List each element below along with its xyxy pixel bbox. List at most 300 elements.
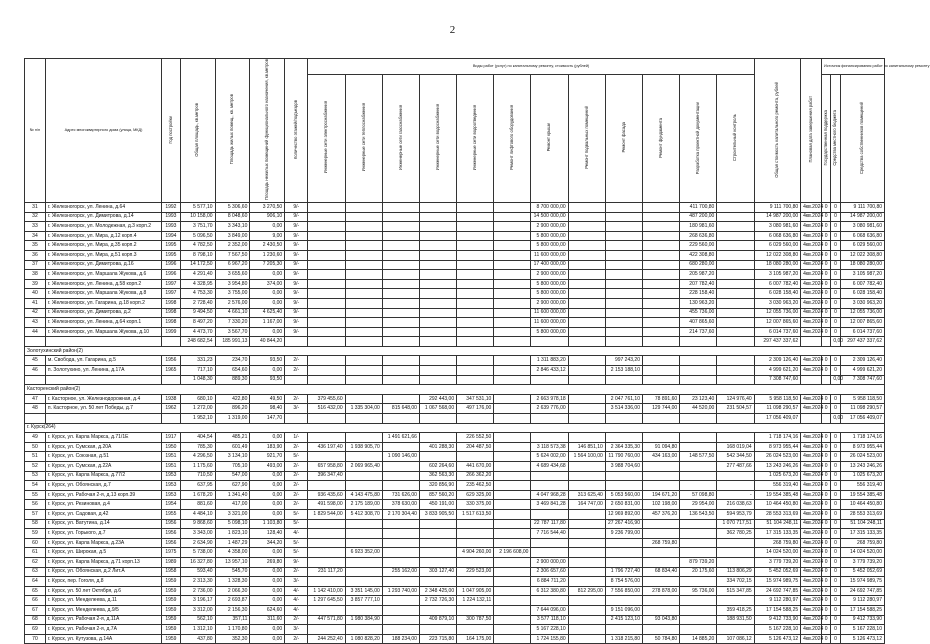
cell-work-7 <box>568 509 605 519</box>
cell-work-5 <box>494 538 531 548</box>
table-row <box>25 308 885 318</box>
cell-nonliving-area: 0,00 <box>250 471 285 481</box>
cell-address: г. Курск, ул. Кутузова, д.14А <box>45 634 161 644</box>
cell-work-0: 231 117,20 <box>308 567 345 577</box>
cell-fund-state: 0 <box>822 250 831 260</box>
cell-fund-local: 0 <box>831 433 840 443</box>
cell-living-area: 889,30 <box>215 375 250 385</box>
cell-work-1 <box>345 605 382 615</box>
cell-work-1 <box>345 452 382 462</box>
cell-living-area: 13 957,10 <box>215 557 250 567</box>
cell-address: г. Железногорск, ул. Маршала Жукова, д.8 <box>45 289 161 299</box>
cell-no: 47 <box>25 394 46 404</box>
cell-fund-state: 0 <box>822 481 831 491</box>
cell-deadline: 4кв.2024 <box>801 442 822 452</box>
cell-nonliving-area: 921,70 <box>250 452 285 462</box>
cell-work-2 <box>382 596 419 606</box>
cell-work-10 <box>680 538 717 548</box>
cell-work-2 <box>382 231 419 241</box>
cell-work-4 <box>457 260 494 270</box>
cell-work-9 <box>642 462 679 472</box>
cell-year: 1956 <box>162 519 181 529</box>
cell-address <box>45 414 161 424</box>
cell-work-3 <box>419 298 456 308</box>
cell-work-7 <box>568 270 605 280</box>
cell-year: 1998 <box>162 298 181 308</box>
cell-work-8: 8 754 576,00 <box>605 577 642 587</box>
cell-work-2: 188 234,00 <box>382 634 419 644</box>
section-title: Касторенский район(2) <box>25 385 885 395</box>
cell-work-6 <box>531 538 568 548</box>
cell-work-11 <box>717 222 754 232</box>
cell-no: 48 <box>25 404 46 414</box>
table-row <box>25 548 885 558</box>
cell-work-5 <box>494 509 531 519</box>
cell-work-7 <box>568 557 605 567</box>
cell-fund-owners: 1 025 673,20 <box>840 471 884 481</box>
cell-fund-owners: 6 007 782,40 <box>840 279 884 289</box>
cell-work-6: 3 118 573,38 <box>531 442 568 452</box>
cell-cost: 13 243 246,26 <box>754 462 800 472</box>
cell-work-9 <box>642 250 679 260</box>
cell-nonliving-area: 0,00 <box>250 270 285 280</box>
cell-year: 1975 <box>162 548 181 558</box>
cell-no: 45 <box>25 356 46 366</box>
table-row <box>25 279 885 289</box>
cell-work-6: 1 724 155,80 <box>531 634 568 644</box>
cell-living-area: 3 849,00 <box>215 231 250 241</box>
cell-living-area: 547,00 <box>215 471 250 481</box>
cell-work <box>605 414 642 424</box>
cell-deadline: 4кв.2024 <box>801 605 822 615</box>
cell-deadline <box>801 375 822 385</box>
cell-work-10: 23 123,40 <box>680 394 717 404</box>
cell-work <box>308 414 345 424</box>
cell-work-0 <box>308 548 345 558</box>
cell-work-6: 4 689 434,68 <box>531 462 568 472</box>
cell-work-11: 594 953,79 <box>717 509 754 519</box>
cell-total-area: 4 291,40 <box>180 270 215 280</box>
cell-work-2 <box>382 529 419 539</box>
cell-work-6: 22 787 117,80 <box>531 519 568 529</box>
cell-year: 1959 <box>162 615 181 625</box>
cell-work-0: 936 435,60 <box>308 490 345 500</box>
section-row <box>25 385 885 395</box>
cell-work-0 <box>308 557 345 567</box>
cell-work-10: 14 885,20 <box>680 634 717 644</box>
cell-no: 55 <box>25 490 46 500</box>
cell-work-5 <box>494 490 531 500</box>
cell-nonliving-area: 0,00 <box>250 500 285 510</box>
cell-living-area: 1 823,10 <box>215 529 250 539</box>
cell-work-5 <box>494 586 531 596</box>
cell-nonliving-area: 128,40 <box>250 529 285 539</box>
cell-work-0: 379 455,60 <box>308 394 345 404</box>
cell-total-area: 437,80 <box>180 634 215 644</box>
cell-work-7 <box>568 577 605 587</box>
cell-work-3 <box>419 433 456 443</box>
cell-fund-owners: 9 112 280,97 <box>840 596 884 606</box>
cell-count <box>285 337 308 347</box>
cell-fund-state <box>822 337 831 347</box>
cell-count: 3/- <box>285 625 308 635</box>
cell-nonliving-area: 0,00 <box>250 222 285 232</box>
cell-work-8: 5 053 560,00 <box>605 490 642 500</box>
table-row <box>25 289 885 299</box>
header-funding-group: Источник финансирования работ по капитальному ремонту <box>822 59 885 75</box>
cell-nonliving-area: 49,50 <box>250 394 285 404</box>
cell-count: 5/- <box>285 509 308 519</box>
cell-count: 5/- <box>285 548 308 558</box>
cell-work-5: 2 196 608,00 <box>494 548 531 558</box>
cell-fund-local: 0 <box>831 490 840 500</box>
header-living-area: Площадь жилых помещ., кв. метров <box>215 59 250 203</box>
cell-address: г. Курск, ул. Карла Маркса, д.71/1Е <box>45 433 161 443</box>
cell-work-3 <box>419 250 456 260</box>
cell-year <box>162 337 181 347</box>
cell-work-3 <box>419 538 456 548</box>
cell-count: 2/- <box>285 394 308 404</box>
cell-year: 1999 <box>162 327 181 337</box>
cell-work-1 <box>345 279 382 289</box>
cell-address: г. Железногорск, ул. Маршала Жукова, д.10 <box>45 327 161 337</box>
cell-work-3: 362 563,30 <box>419 471 456 481</box>
cell-living-area: 234,70 <box>215 356 250 366</box>
cell-fund-state: 0 <box>822 634 831 644</box>
cell-work-6: 5 800 000,00 <box>531 231 568 241</box>
cell-nonliving-area: 9,00 <box>250 231 285 241</box>
cell-address: г. Курск, ул. Менделеева, д.11 <box>45 596 161 606</box>
cell-count: 4/- <box>285 605 308 615</box>
cell-total-area: 3 343,00 <box>180 529 215 539</box>
cell-work-8: 27 267 416,90 <box>605 519 642 529</box>
cell-work-10: 487 200,00 <box>680 212 717 222</box>
cell-fund-owners: 24 692 747,85 <box>840 586 884 596</box>
cell-fund-local: 0 <box>831 250 840 260</box>
cell-work-8: 12 969 892,00 <box>605 509 642 519</box>
cell-total-area: 4 782,50 <box>180 241 215 251</box>
cell-work-4: 229 523,00 <box>457 567 494 577</box>
cell-work-1: 6 923 352,00 <box>345 548 382 558</box>
cell-year: 1998 <box>162 318 181 328</box>
cell-work-3: 223 715,80 <box>419 634 456 644</box>
cell-work-10 <box>680 625 717 635</box>
cell-work-9 <box>642 260 679 270</box>
cell-work <box>717 337 754 347</box>
cell-total-area: 5 096,50 <box>180 231 215 241</box>
table-row <box>25 241 885 251</box>
cell-work-6: 5 624 002,00 <box>531 452 568 462</box>
cell-work-7 <box>568 250 605 260</box>
cell-work <box>457 375 494 385</box>
cell-work-2 <box>382 442 419 452</box>
cell-work-7 <box>568 567 605 577</box>
table-row <box>25 462 885 472</box>
cell-work <box>457 414 494 424</box>
cell-work-4 <box>457 202 494 212</box>
cell-nonliving-area: 0,00 <box>250 509 285 519</box>
table-row <box>25 625 885 635</box>
cell-fund-owners: 17 154 588,25 <box>840 605 884 615</box>
cell-fund-state: 0 <box>822 557 831 567</box>
cell-cost: 26 024 523,00 <box>754 452 800 462</box>
cell-work-3: 1 067 568,00 <box>419 404 456 414</box>
cell-work-0: 244 252,40 <box>308 634 345 644</box>
cell-work-4 <box>457 241 494 251</box>
cell-work-9 <box>642 625 679 635</box>
cell-cost: 268 759,80 <box>754 538 800 548</box>
cell-work <box>419 375 456 385</box>
cell-fund-owners: 3 105 987,20 <box>840 270 884 280</box>
header-work-9: Ремонт фундамента <box>642 75 679 203</box>
cell-fund-local: 0 <box>831 231 840 241</box>
cell-fund-owners: 11 098 290,57 <box>840 404 884 414</box>
cell-work-2 <box>382 481 419 491</box>
cell-work-7 <box>568 366 605 376</box>
cell-address: г. Курск, ул. Сумская, д.22А <box>45 462 161 472</box>
cell-nonliving-area: 0,00 <box>250 625 285 635</box>
cell-work-4 <box>457 538 494 548</box>
cell-count: 2/- <box>285 634 308 644</box>
cell-fund-state: 0 <box>822 529 831 539</box>
cell-fund-local: 0 <box>831 509 840 519</box>
cell-no: 41 <box>25 298 46 308</box>
cell-work-3 <box>419 548 456 558</box>
cell-nonliving-area: 0,00 <box>250 298 285 308</box>
cell-fund-owners: 9 111 700,80 <box>840 202 884 212</box>
cell-work-5 <box>494 250 531 260</box>
cell-fund-owners: 12 007 865,60 <box>840 318 884 328</box>
cell-year: 1997 <box>162 289 181 299</box>
cell-work <box>568 337 605 347</box>
cell-work <box>531 375 568 385</box>
cell-work <box>568 414 605 424</box>
cell-no: 35 <box>25 241 46 251</box>
cell-work-7 <box>568 634 605 644</box>
cell-work-0 <box>308 356 345 366</box>
cell-total-area: 1 952,10 <box>180 414 215 424</box>
cell-nonliving-area: 0,00 <box>250 577 285 587</box>
cell-fund-local: 0 <box>831 308 840 318</box>
cell-year <box>162 414 181 424</box>
cell-fund-state: 0 <box>822 596 831 606</box>
cell-living-area: 2 156,30 <box>215 605 250 615</box>
cell-work-8 <box>605 327 642 337</box>
cell-work-8 <box>605 241 642 251</box>
cell-work-4 <box>457 625 494 635</box>
cell-living-area: 357,11 <box>215 615 250 625</box>
cell-address: г. Железногорск, ул. Ленина, д.64 корп.1 <box>45 318 161 328</box>
cell-address: г. Железногорск, ул. Молодежная, д.3 корп.2 <box>45 222 161 232</box>
cell-fund-local: 0 <box>831 442 840 452</box>
cell-no: 42 <box>25 308 46 318</box>
cell-work-3 <box>419 260 456 270</box>
cell-work-10: 407 865,60 <box>680 318 717 328</box>
cell-work-5 <box>494 394 531 404</box>
cell-fund-local: 0 <box>831 586 840 596</box>
cell-nonliving-area: 1 167,00 <box>250 318 285 328</box>
cell-work-5 <box>494 577 531 587</box>
cell-fund-owners: 6 014 737,60 <box>840 327 884 337</box>
cell-work-10: 879 739,20 <box>680 557 717 567</box>
cell-work-9 <box>642 202 679 212</box>
cell-no: 38 <box>25 270 46 280</box>
cell-work-4 <box>457 279 494 289</box>
cell-work-2 <box>382 366 419 376</box>
cell-fund-owners: 5 958 118,50 <box>840 394 884 404</box>
cell-work-1 <box>345 481 382 491</box>
cell-work-11: 1 070 717,51 <box>717 519 754 529</box>
cell-fund-state: 0 <box>822 356 831 366</box>
cell-total-area: 1 175,60 <box>180 462 215 472</box>
table-row <box>25 605 885 615</box>
cell-work <box>345 414 382 424</box>
cell-work-0 <box>308 212 345 222</box>
cell-no: 58 <box>25 519 46 529</box>
table-row <box>25 318 885 328</box>
cell-work-6: 5 800 000,00 <box>531 327 568 337</box>
cell-work-3 <box>419 212 456 222</box>
cell-fund-state: 0 <box>822 318 831 328</box>
cell-work-4 <box>457 289 494 299</box>
cell-work-2: 731 626,00 <box>382 490 419 500</box>
cell-work-2 <box>382 625 419 635</box>
cell-work <box>642 414 679 424</box>
cell-living-area: 485,21 <box>215 433 250 443</box>
cell-work-7 <box>568 433 605 443</box>
cell-work-2 <box>382 279 419 289</box>
cell-address: г. Курск, ул. Широкая, д.5 <box>45 548 161 558</box>
cell-work-7 <box>568 231 605 241</box>
cell-work-6: 5 800 000,00 <box>531 289 568 299</box>
cell-work-0: 516 432,00 <box>308 404 345 414</box>
cell-fund-local: 0 <box>831 202 840 212</box>
cell-work-5 <box>494 356 531 366</box>
cell-fund-local: 0 <box>831 519 840 529</box>
cell-work-1 <box>345 625 382 635</box>
cell-work-9 <box>642 279 679 289</box>
cell-fund-state: 0 <box>822 500 831 510</box>
cell-no: 51 <box>25 452 46 462</box>
cell-year: 1998 <box>162 308 181 318</box>
cell-living-area: 1 341,40 <box>215 490 250 500</box>
table-row <box>25 394 885 404</box>
cell-work <box>494 375 531 385</box>
cell-total-area: 881,60 <box>180 500 215 510</box>
cell-work-1 <box>345 202 382 212</box>
table-row <box>25 615 885 625</box>
cell-nonliving-area: 0,00 <box>250 596 285 606</box>
header-work-1: Инженерные сети теплоснабжения <box>345 75 382 203</box>
cell-work-6 <box>531 596 568 606</box>
cell-work-7 <box>568 529 605 539</box>
header-no: № п/п <box>25 59 46 203</box>
cell-work-2 <box>382 471 419 481</box>
cell-work-4: 330 375,00 <box>457 500 494 510</box>
table-row <box>25 557 885 567</box>
cell-work-11: 334 702,15 <box>717 577 754 587</box>
cell-work-6: 7 644 096,00 <box>531 605 568 615</box>
cell-cost: 6 014 737,60 <box>754 327 800 337</box>
cell-deadline <box>801 337 822 347</box>
cell-count: 3/- <box>285 577 308 587</box>
cell-fund-owners: 3 779 739,20 <box>840 557 884 567</box>
cell-address: г. Курск, ул. Сумская, д.20А <box>45 442 161 452</box>
cell-work-10 <box>680 615 717 625</box>
cell-work-8: 2 047 761,10 <box>605 394 642 404</box>
cell-count: 9/- <box>285 241 308 251</box>
cell-work <box>531 414 568 424</box>
cell-work <box>419 337 456 347</box>
cell-nonliving-area: 0,00 <box>250 433 285 443</box>
cell-cost: 12 022 308,80 <box>754 250 800 260</box>
cell-deadline: 4кв.2024 <box>801 260 822 270</box>
cell-count: 4/- <box>285 529 308 539</box>
cell-fund-state: 0 <box>822 270 831 280</box>
cell-work-1: 1 080 828,20 <box>345 634 382 644</box>
cell-total-area: 710,50 <box>180 471 215 481</box>
cell-work-2 <box>382 212 419 222</box>
cell-count: 9/- <box>285 270 308 280</box>
cell-work-1 <box>345 356 382 366</box>
cell-work-1 <box>345 366 382 376</box>
cell-work-1 <box>345 222 382 232</box>
cell-deadline: 4кв.2024 <box>801 519 822 529</box>
cell-year: 1958 <box>162 567 181 577</box>
cell-work-0: 491 598,00 <box>308 500 345 510</box>
cell-total-area: 248 682,54 <box>180 337 215 347</box>
table-row <box>25 538 885 548</box>
cell-work-10: 136 543,50 <box>680 509 717 519</box>
cell-work-7 <box>568 481 605 491</box>
cell-total-area: 4 328,95 <box>180 279 215 289</box>
cell-work-4 <box>457 366 494 376</box>
cell-total-area: 9 494,50 <box>180 308 215 318</box>
cell-work-9: 91 094,80 <box>642 442 679 452</box>
cell-work-4 <box>457 298 494 308</box>
cell-living-area: 1 328,30 <box>215 577 250 587</box>
cell-work-0 <box>308 308 345 318</box>
cell-address: г. Курск, ул. Менделеева, д.9/5 <box>45 605 161 615</box>
cell-count: 1/- <box>285 433 308 443</box>
header-works-group: Виды работ (услуг) по капитальному ремонту, стоимость (рублей) <box>308 59 754 75</box>
cell-work-5 <box>494 298 531 308</box>
cell-work-5 <box>494 212 531 222</box>
cell-work-2 <box>382 202 419 212</box>
cell-work-7 <box>568 202 605 212</box>
cell-cost: 5 126 473,12 <box>754 634 800 644</box>
cell-address: г. Железногорск, ул. Димитрова, д.14 <box>45 212 161 222</box>
cell-work <box>345 337 382 347</box>
header-work-2: Инженерные сети газоснабжения <box>382 75 419 203</box>
cell-fund-state: 0 <box>822 279 831 289</box>
cell-cost: 8 973 955,44 <box>754 442 800 452</box>
cell-year: 1953 <box>162 490 181 500</box>
cell-work-9 <box>642 471 679 481</box>
cell-fund-owners: 4 999 621,20 <box>840 366 884 376</box>
cell-nonliving-area: 0,00 <box>250 567 285 577</box>
cell-work <box>717 375 754 385</box>
cell-fund-local: 0 <box>831 260 840 270</box>
cell-fund-state: 0 <box>822 519 831 529</box>
cell-work-7 <box>568 289 605 299</box>
cell-work-4: 497 176,00 <box>457 404 494 414</box>
cell-fund-local: 0 <box>831 529 840 539</box>
cell-no: 63 <box>25 567 46 577</box>
cell-work-7 <box>568 260 605 270</box>
cell-work-2: 2 170 304,40 <box>382 509 419 519</box>
cell-cost: 6 029 560,00 <box>754 241 800 251</box>
